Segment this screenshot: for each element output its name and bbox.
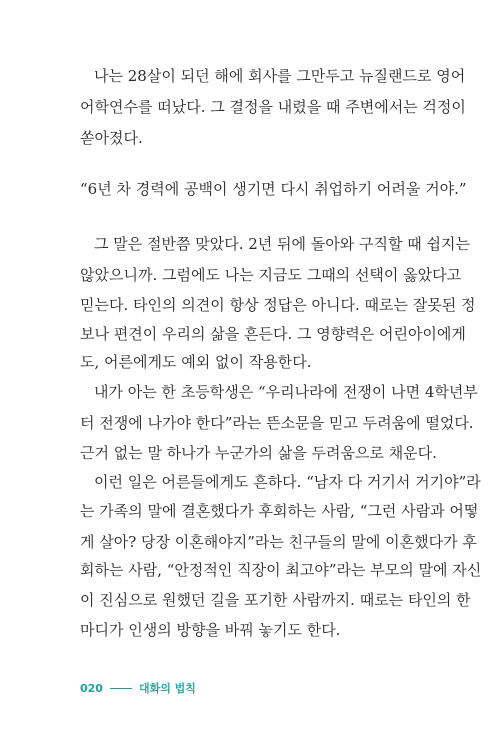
- paragraph-4-line-5: 이 진심으로 원했던 길을 포기한 사람까지. 때로는 타인의 한: [80, 591, 471, 609]
- paragraph-2-line-4: 보나 편견이 우리의 삶을 흔든다. 그 영향력은 어린아이에게: [80, 325, 466, 343]
- paragraph-2-line-2: 않았으니까. 그럼에도 나는 지금도 그때의 선택이 옳았다고: [80, 266, 462, 284]
- paragraph-3-line-1: 내가 아는 한 초등학생은 “우리나라에 전쟁이 나면 4학년부: [94, 383, 478, 401]
- paragraph-4-line-1: 이런 일은 어른들에게도 흔하다. “남자 다 거기서 거기야”라: [94, 473, 481, 491]
- paragraph-1-line-1: 나는 28살이 되던 해에 회사를 그만두고 뉴질랜드로 영어: [94, 67, 466, 85]
- paragraph-4-line-4: 회하는 사람, “안정적인 직장이 최고야”라는 부모의 말에 자신: [80, 561, 482, 579]
- paragraph-1-line-3: 쏟아졌다.: [80, 129, 143, 147]
- paragraph-1-line-2: 어학연수를 떠났다. 그 결정을 내렸을 때 주변에서는 걱정이: [80, 98, 466, 116]
- paragraph-2-line-3: 믿는다. 타인의 의견이 항상 정답은 아니다. 때로는 잘못된 정: [80, 296, 476, 314]
- paragraph-3-line-3: 근거 없는 말 하나가 누군가의 삶을 두려움으로 채운다.: [80, 444, 437, 462]
- running-title: 대화의 법칙: [138, 682, 196, 695]
- paragraph-4-line-2: 는 가족의 말에 결혼했다가 후회하는 사람, “그런 사람과 어떻: [80, 502, 479, 520]
- page-footer: [80, 680, 196, 696]
- paragraph-3-line-2: 터 전쟁에 나가야 한다”라는 뜬소문을 믿고 두려움에 떨었다.: [80, 414, 474, 432]
- paragraph-4-line-6: 마디가 인생의 방향을 바꿔 놓기도 한다.: [80, 621, 341, 639]
- paragraph-4-line-3: 게 살아? 당장 이혼해야지”라는 친구들의 말에 이혼했다가 후: [80, 533, 477, 551]
- page-number: 020: [80, 681, 103, 695]
- footer-divider: [110, 688, 132, 689]
- quoted-remark: “6년 차 경력에 공백이 생기면 다시 취업하기 어려울 거야.”: [80, 180, 467, 198]
- paragraph-2-line-5: 도, 어른에게도 예외 없이 작용한다.: [80, 353, 312, 371]
- paragraph-2-line-1: 그 말은 절반쯤 맞았다. 2년 뒤에 돌아와 구직할 때 쉽지는: [94, 235, 471, 253]
